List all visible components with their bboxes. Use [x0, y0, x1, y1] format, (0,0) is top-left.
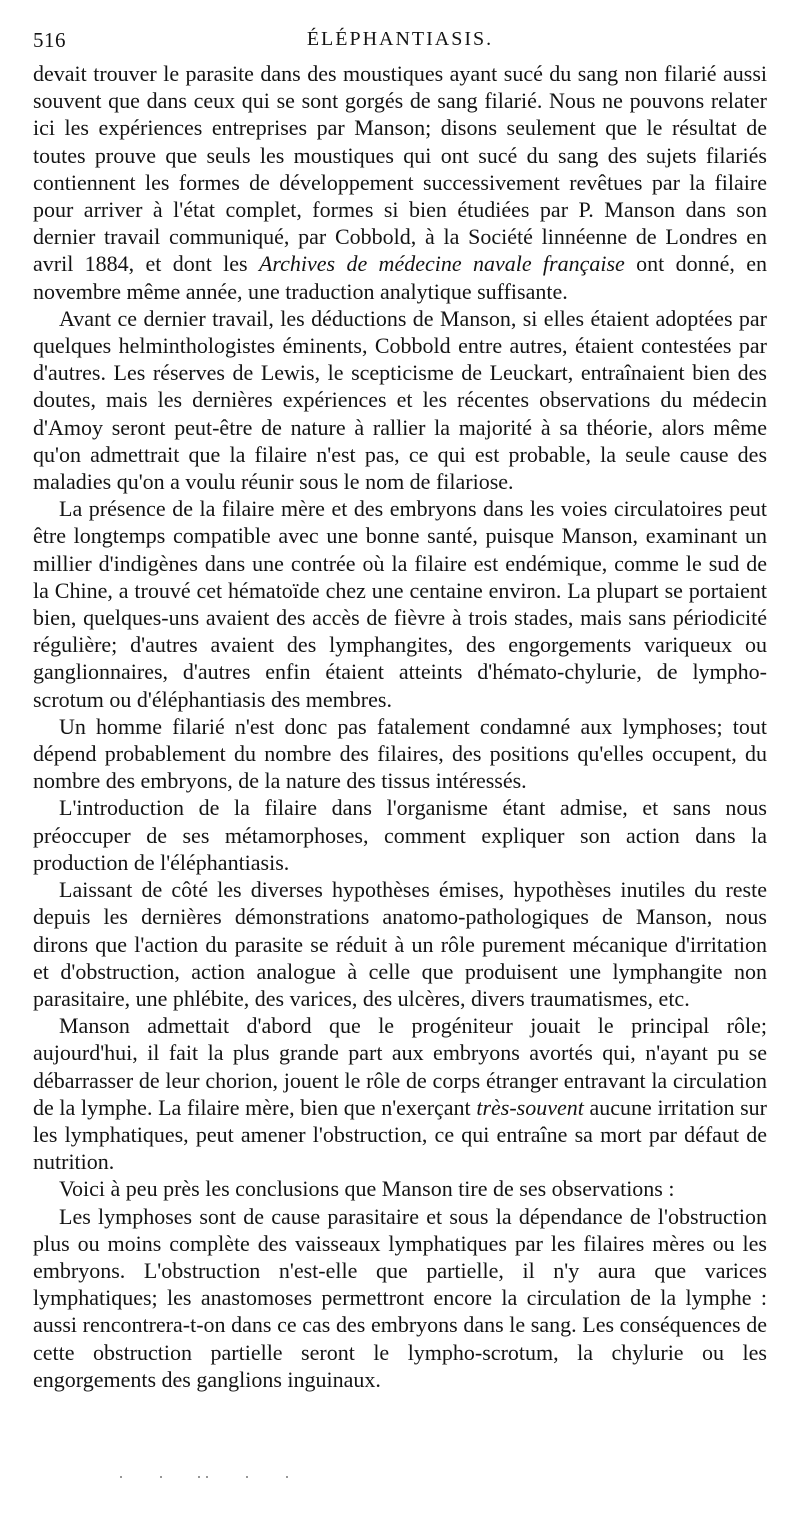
paragraph-8: Voici à peu près les conclusions que Manson tire de ses observations :	[59, 1176, 675, 1202]
scan-specks	[120, 1476, 320, 1482]
paragraph-4: Un homme filarié n'est donc pas fatalement condamné aux lymphoses; tout dépend probablement du nombre des filaires, des positions qu'elles occupent, du nombre des embryons, de la nature des tissus intéressés.	[33, 713, 767, 794]
paragraph-7-text: Manson admettait d'abord que le progéniteur jouait le principal rôle; aujourd'hui, il fait la plus grande part aux embryons avortés qui, n'ayant pu se débarrasser de leur chorion, jouent le rôle de corps étranger entravant la circulation de la lymphe. La filaire mère, bien que n'exerçant	[33, 1013, 767, 1120]
speck	[160, 1476, 162, 1478]
paragraph-7	[33, 1012, 767, 1175]
speck	[286, 1476, 288, 1478]
paragraph-5: L'introduction de la filaire dans l'organisme étant admise, et sans nous préoccuper de ses métamorphoses, comment expliquer son action dans la production de l'éléphantiasis.	[33, 795, 767, 875]
paragraph-3: La présence de la filaire mère et des embryons dans les voies circulatoires peut être longtemps compatible avec une bonne santé, puisque Manson, examinant un millier d'indigènes dans une contrée où la filaire est endémique, comme le sud de la Chine, a trouvé cet hématoïde chez une centaine environ. La plupart se portaient bien, quelques-uns avaient des accès de fièvre à trois stades, mais sans périodicité régulière; d'autres avaient des lymphangites, des engorgements variqueux ou ganglionnaires, d'autres enfin étaient atteints d'hémato-chylurie, de lympho-scrotum ou d'éléphantiasis des membres.	[33, 496, 767, 712]
journal-title: Archives de médecine navale française	[258, 251, 625, 277]
speck	[206, 1476, 208, 1478]
paragraph-1-text: devait trouver le parasite dans des moustiques ayant sucé du sang non filarié aussi souvent que dans ceux qui se sont gorgés de sang filarié. Nous ne pouvons relater ici les expériences entreprises par Manson; disons seulement que le résultat de toutes prouve que seuls les moustiques qui ont sucé du sang des sujets filariés contiennent les formes de développement successivement revêtues par la filaire pour arriver à l'état complet, formes si bien étudiées par P. Manson dans son dernier travail communiqué, par Cobbold, à la Société linnéenne de Londres en avril 1884, et dont les	[33, 61, 767, 277]
emphasis-tres-souvent: très-souvent	[476, 1094, 584, 1120]
paragraph-2: Avant ce dernier travail, les déductions de Manson, si elles étaient adoptées par quelques helminthologistes éminents, Cobbold entre autres, étaient contestées par d'autres. Les réserves de Lewis, le scepticisme de Leuckart, entraînaient bien des doutes, mais les dernières expériences et les récentes observations du médecin d'Amoy seront peut-être de nature à rallier la majorité à sa théorie, alors même qu'on admettrait que la filaire n'est pas, ce qui est probable, la seule cause des maladies qu'on a voulu réunir sous le nom de filariose.	[33, 305, 767, 495]
running-title: ÉLÉPHANTIASIS.	[306, 28, 494, 50]
paragraph-1-end: ont donné, en novembre même année, une traduction analytique suffisante.	[33, 251, 767, 304]
speck	[120, 1476, 122, 1478]
paragraph-7-end: aucune irritation sur les lymphatiques, peut amener l'obstruction, ce qui entraîne sa mort par défaut de nutrition.	[33, 1094, 767, 1175]
speck	[246, 1476, 248, 1478]
page-header	[33, 28, 767, 62]
speck	[198, 1476, 200, 1478]
body-text	[33, 60, 767, 1393]
paragraph-9: Les lymphoses sont de cause parasitaire et sous la dépendance de l'obstruction plus ou moins complète des vaisseaux lymphatiques par les filaires mères ou les embryons. L'obstruction n'est-elle que partielle, il n'y aura que varices lymphatiques; les anastomoses permettront encore la circulation de la lymphe : aussi rencontrera-t-on dans ce cas des embryons dans le sang. Les conséquences de cette obstruction partielle seront le lympho-scrotum, la chylurie ou les engorgements des ganglions inguinaux.	[33, 1203, 767, 1392]
paragraph-1	[33, 60, 767, 305]
paragraph-6: Laissant de côté les diverses hypothèses émises, hypothèses inutiles du reste depuis les dernières démonstrations anatomo-pathologiques de Manson, nous dirons que l'action du parasite se réduit à un rôle purement mécanique d'irritation et d'obstruction, action analogue à celle que produisent une lymphangite non parasitaire, une phlébite, des varices, des ulcères, divers traumatismes, etc.	[33, 877, 767, 1011]
page-number: 516	[33, 28, 66, 52]
